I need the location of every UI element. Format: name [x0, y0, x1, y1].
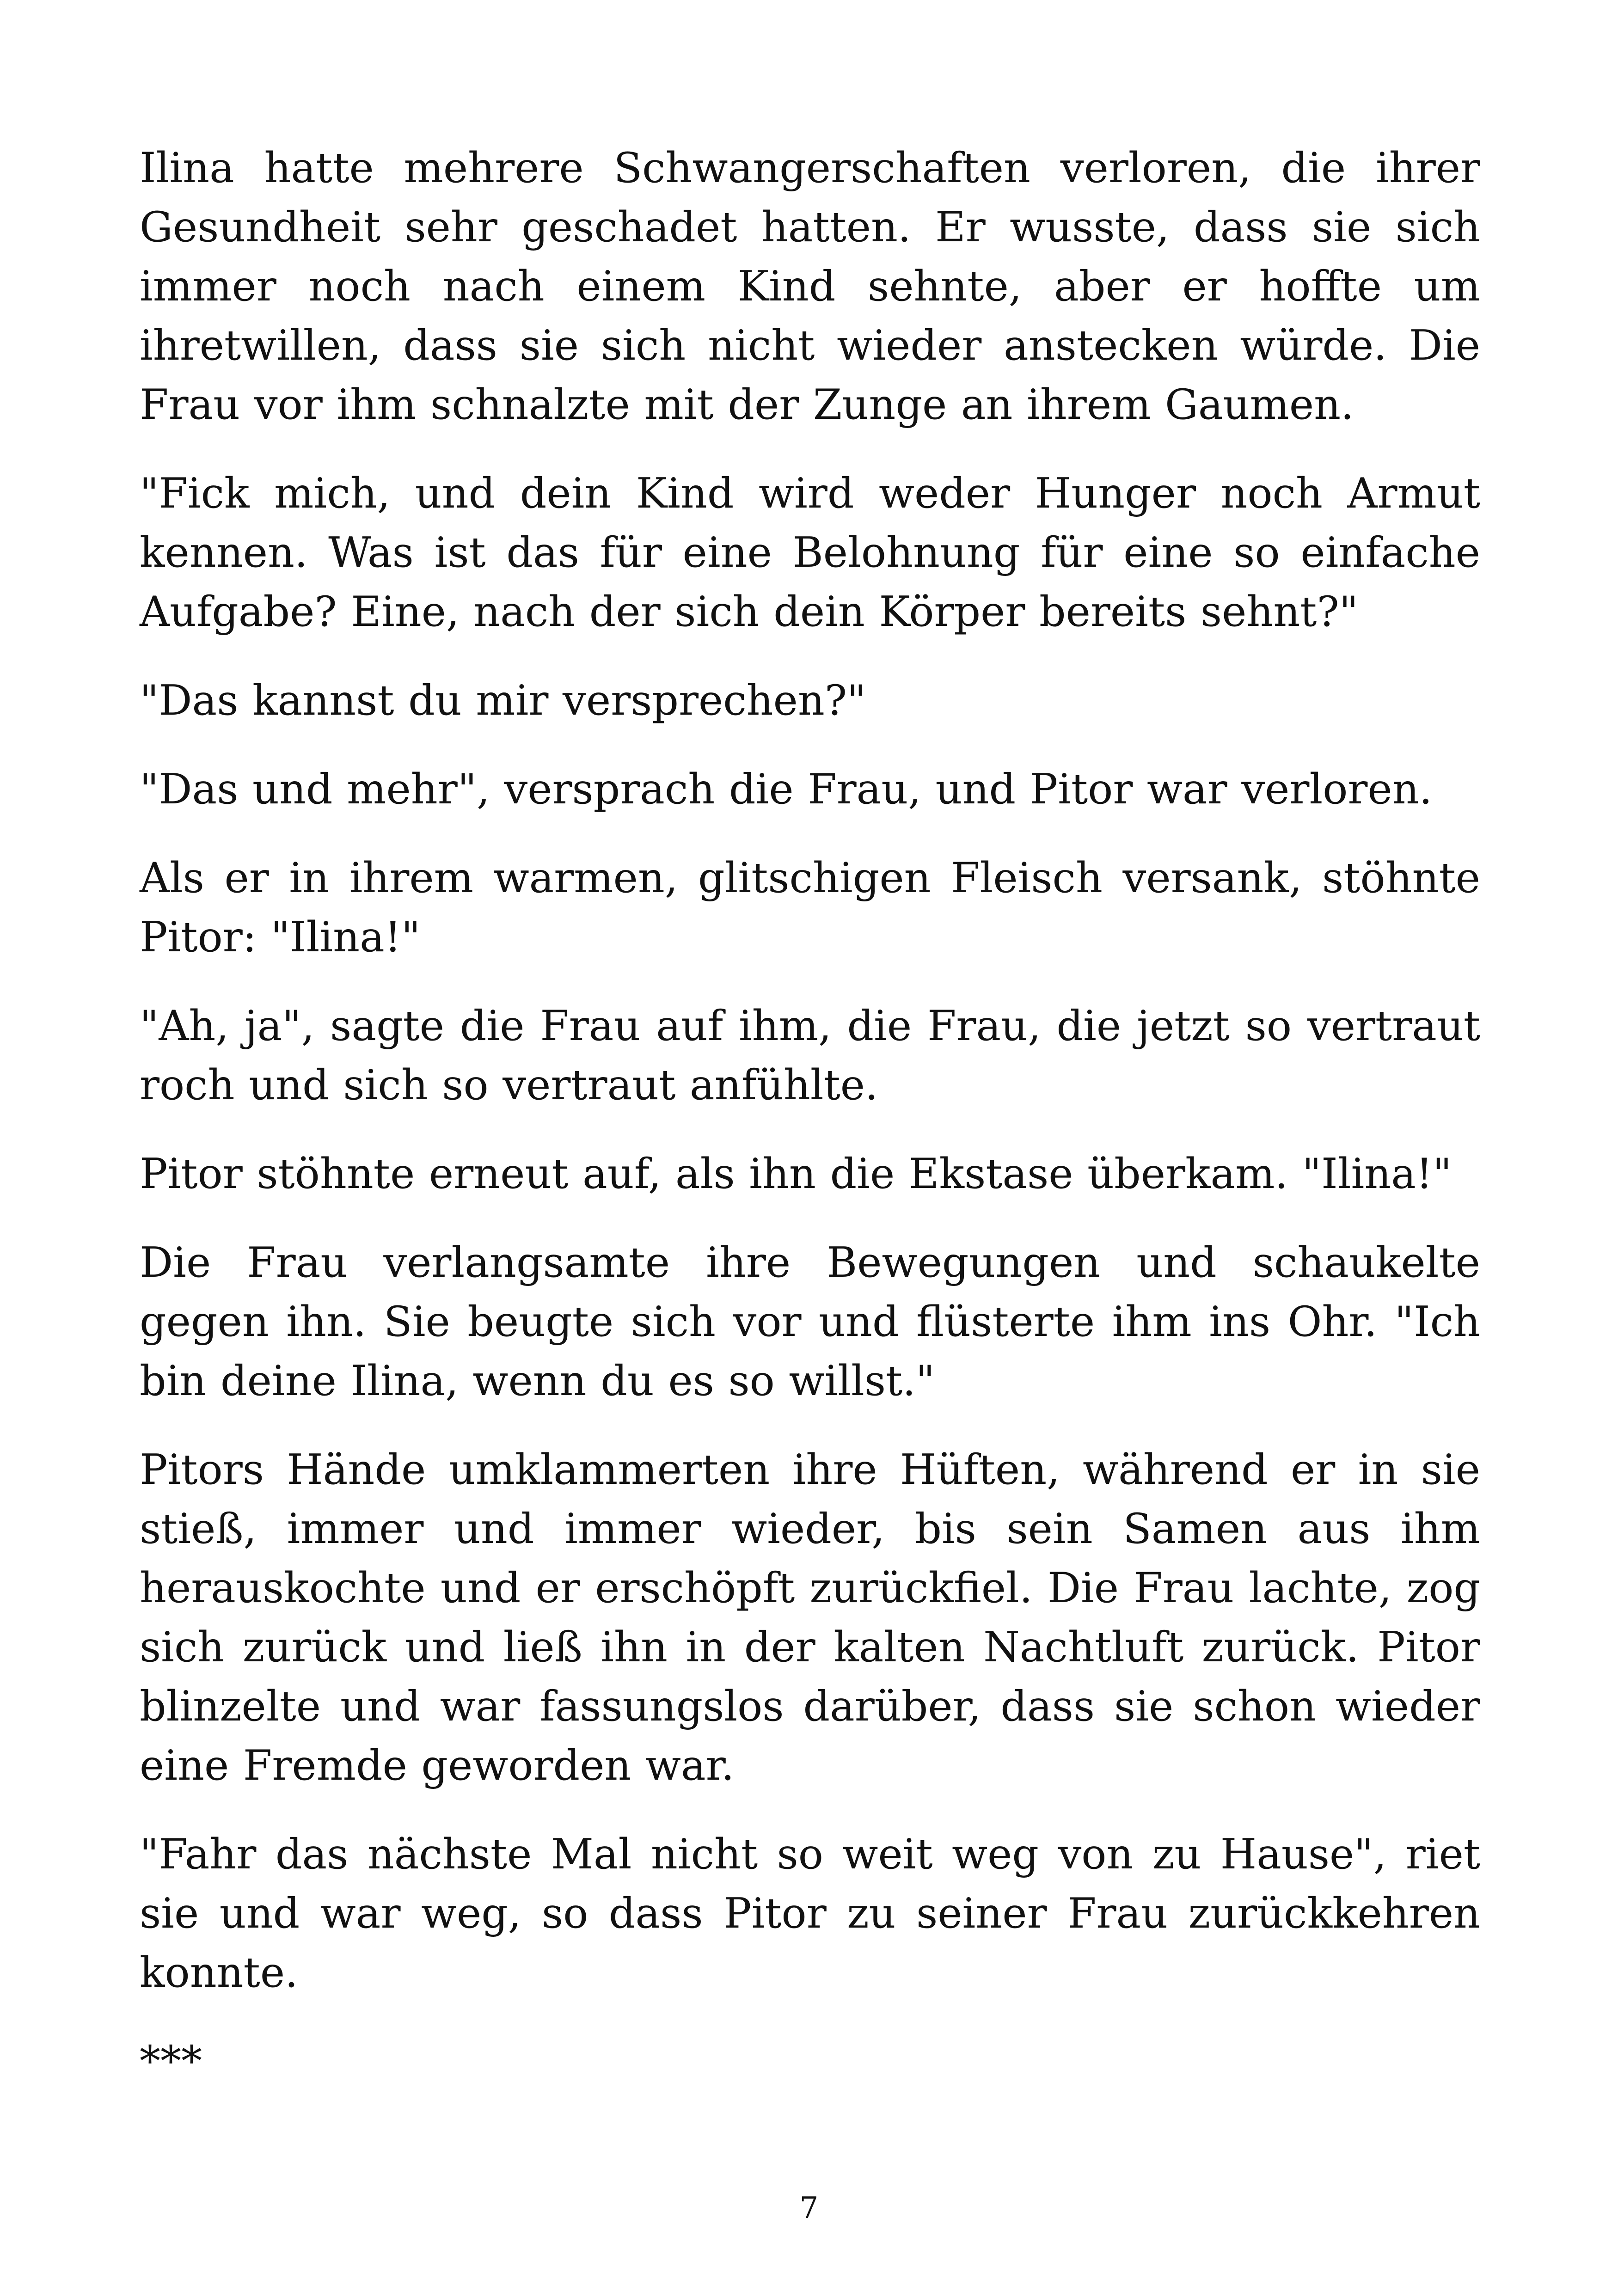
paragraph: "Das kannst du mir versprechen?" [140, 676, 866, 725]
page-body [140, 139, 1480, 2121]
paragraph: Pitor stöhnte erneut auf, als ihn die Ekstase überkam. "Ilina!" [140, 1150, 1452, 1198]
paragraph: Als er in ihrem warmen, glitschigen Fleisch versank, stöhnte Pitor: "Ilina!" [140, 854, 1480, 961]
paragraph: "Fick mich, und dein Kind wird weder Hunger noch Armut kennen. Was ist das für eine Belohnung für eine so einfache Aufgabe? Eine, nach der sich dein Körper bereits sehnt?" [140, 469, 1480, 636]
paragraph: "Fahr das nächste Mal nicht so weit weg von zu Hause", riet sie und war weg, so dass Pitor zu seiner Frau zurückkehren konnte. [140, 1830, 1480, 1997]
paragraph: Ilina hatte mehrere Schwangerschaften verloren, die ihrer Gesundheit sehr geschadet hatten. Er wusste, dass sie sich immer noch nach einem Kind sehnte, aber er hoffte um ihretwillen, dass sie sich nicht wieder anstecken würde. Die Frau vor ihm schnalzte mit der Zunge an ihrem Gaumen. [140, 144, 1480, 429]
paragraph: Pitors Hände umklammerten ihre Hüften, während er in sie stieß, immer und immer wieder, bis sein Samen aus ihm herauskochte und er erschöpft zurückfiel. Die Frau lachte, zog sich zurück und ließ ihn in der kalten Nachtluft zurück. Pitor blinzelte und war fassungslos darüber, dass sie schon wieder eine Fremde geworden war. [140, 1445, 1480, 1790]
paragraph: Die Frau verlangsamte ihre Bewegungen und schaukelte gegen ihn. Sie beugte sich vor und flüsterte ihm ins Ohr. "Ich bin deine Ilina, wenn du es so willst." [140, 1238, 1480, 1405]
paragraph: "Das und mehr", versprach die Frau, und Pitor war verloren. [140, 765, 1433, 814]
page-number: 7 [799, 2191, 819, 2225]
paragraph: "Ah, ja", sagte die Frau auf ihm, die Frau, die jetzt so vertraut roch und sich so vertraut anfühlte. [140, 1002, 1480, 1109]
section-separator: *** [140, 2037, 202, 2086]
